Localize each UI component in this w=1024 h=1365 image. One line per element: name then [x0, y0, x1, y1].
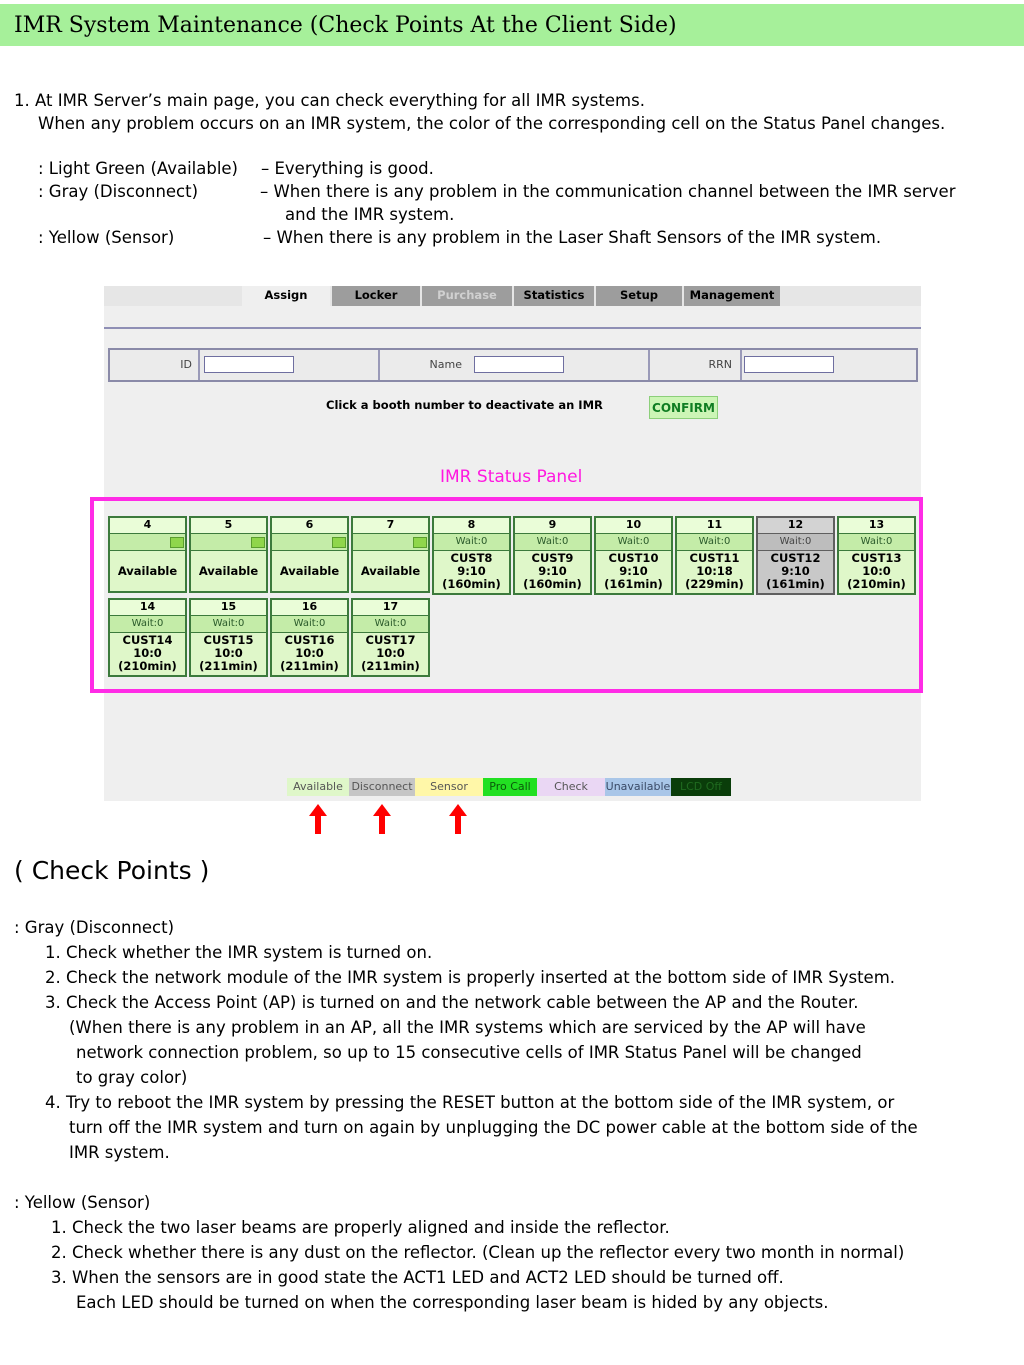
imr-cell-15[interactable] [189, 598, 268, 677]
gray-check-4-cont-1: turn off the IMR system and turn on again by unplugging the DC power cable at the bottom side of the [69, 1118, 918, 1137]
wait-count [353, 534, 428, 551]
wait-count: Wait:0 [839, 534, 914, 551]
cell-status: CUST8 9:10 (160min) [442, 551, 501, 591]
led-icon [251, 537, 265, 548]
cell-status: CUST9 9:10 (160min) [523, 551, 582, 591]
wait-count [191, 534, 266, 551]
booth-number[interactable]: 17 [353, 600, 428, 616]
tab-setup[interactable]: Setup [596, 286, 682, 306]
imr-cell-6[interactable] [270, 516, 349, 593]
cell-status: CUST14 10:0 (210min) [118, 633, 177, 673]
yellow-check-2: 2. Check whether there is any dust on the reflector. (Clean up the reflector every two month in normal) [51, 1243, 905, 1262]
gray-check-3-note-2: network connection problem, so up to 15 consecutive cells of IMR Status Panel will be changed [76, 1043, 862, 1062]
imr-cell-10[interactable] [594, 516, 673, 595]
tab-management[interactable]: Management [684, 286, 780, 306]
tab-locker[interactable]: Locker [332, 286, 420, 306]
name-label: Name [429, 358, 462, 371]
yellow-check-head: : Yellow (Sensor) [14, 1193, 151, 1212]
gray-check-4-cont-2: IMR system. [69, 1143, 170, 1162]
booth-number[interactable]: 12 [758, 518, 833, 534]
check-points-heading: ( Check Points ) [14, 856, 210, 885]
rrn-field[interactable] [744, 356, 834, 373]
status-panel-title: IMR Status Panel [440, 467, 583, 487]
legend-check: Check [537, 778, 605, 796]
arrow-available-icon [309, 804, 327, 834]
intro-line-1: 1. At IMR Server’s main page, you can check everything for all IMR systems. [14, 91, 645, 110]
tab-statistics[interactable]: Statistics [514, 286, 594, 306]
booth-number[interactable]: 5 [191, 518, 266, 534]
cell-status: CUST11 10:18 (229min) [685, 551, 744, 591]
legend-unavailable: Unavailable [605, 778, 671, 796]
rrn-label: RRN [708, 358, 732, 371]
booth-number[interactable]: 7 [353, 518, 428, 534]
divider [104, 327, 921, 329]
booth-number[interactable]: 13 [839, 518, 914, 534]
booth-number[interactable]: 10 [596, 518, 671, 534]
green-desc: – Everything is good. [261, 159, 434, 178]
confirm-button[interactable]: CONFIRM [649, 396, 718, 419]
booth-number[interactable]: 16 [272, 600, 347, 616]
arrow-disconnect-icon [373, 804, 391, 834]
wait-count: Wait:0 [677, 534, 752, 551]
search-fields-box [108, 348, 918, 382]
cell-status: CUST13 10:0 (210min) [847, 551, 906, 591]
booth-number[interactable]: 11 [677, 518, 752, 534]
gray-check-3-note-1: (When there is any problem in an AP, all the IMR systems which are serviced by the AP will have [69, 1018, 866, 1037]
imr-cell-8[interactable] [432, 516, 511, 595]
imr-cell-7[interactable] [351, 516, 430, 593]
legend-available: Available [287, 778, 349, 796]
imr-cell-16[interactable] [270, 598, 349, 677]
booth-number[interactable]: 8 [434, 518, 509, 534]
tab-purchase[interactable]: Purchase [422, 286, 512, 306]
page-title: IMR System Maintenance (Check Points At the Client Side) [0, 4, 1024, 46]
led-icon [413, 537, 427, 548]
led-icon [170, 537, 184, 548]
imr-cell-4[interactable] [108, 516, 187, 593]
yellow-check-3-cont: Each LED should be turned on when the corresponding laser beam is hided by any objects. [76, 1293, 829, 1312]
booth-number[interactable]: 6 [272, 518, 347, 534]
gray-check-3-note-3: to gray color) [76, 1068, 188, 1087]
imr-cell-12[interactable] [756, 516, 835, 595]
gray-desc: – When there is any problem in the communication channel between the IMR server [260, 182, 956, 201]
yellow-label: : Yellow (Sensor) [38, 228, 175, 247]
wait-count [110, 534, 185, 551]
imr-server-screenshot [104, 286, 921, 801]
cell-status: Available [360, 564, 421, 578]
gray-check-3: 3. Check the Access Point (AP) is turned on and the network cable between the AP and the Router. [45, 993, 859, 1012]
imr-cell-9[interactable] [513, 516, 592, 595]
gray-check-4: 4. Try to reboot the IMR system by pressing the RESET button at the bottom side of the IMR system, or [45, 1093, 895, 1112]
wait-count: Wait:0 [596, 534, 671, 551]
gray-check-head: : Gray (Disconnect) [14, 918, 175, 937]
booth-number[interactable]: 4 [110, 518, 185, 534]
gray-desc-2: and the IMR system. [285, 205, 455, 224]
tab-bar [104, 286, 921, 306]
green-label: : Light Green (Available) [38, 159, 238, 178]
imr-cell-5[interactable] [189, 516, 268, 593]
legend-disconnect: Disconnect [349, 778, 415, 796]
wait-count: Wait:0 [353, 616, 428, 633]
imr-cell-13[interactable] [837, 516, 916, 595]
cell-status: CUST15 10:0 (211min) [199, 633, 258, 673]
booth-number[interactable]: 15 [191, 600, 266, 616]
legend-pro-call: Pro Call [483, 778, 537, 796]
cell-status: CUST16 10:0 (211min) [280, 633, 339, 673]
yellow-check-1: 1. Check the two laser beams are properly aligned and inside the reflector. [51, 1218, 670, 1237]
wait-count: Wait:0 [191, 616, 266, 633]
wait-count: Wait:0 [515, 534, 590, 551]
id-label: ID [180, 358, 192, 371]
cell-status: CUST17 10:0 (211min) [361, 633, 420, 673]
cell-status: CUST12 9:10 (161min) [766, 551, 825, 591]
tab-assign[interactable]: Assign [242, 286, 330, 306]
intro-line-2: When any problem occurs on an IMR system, the color of the corresponding cell on the Status Panel changes. [38, 114, 946, 133]
gray-check-1: 1. Check whether the IMR system is turned on. [45, 943, 433, 962]
cell-status: Available [117, 564, 178, 578]
arrow-sensor-icon [449, 804, 467, 834]
yellow-check-3: 3. When the sensors are in good state the ACT1 LED and ACT2 LED should be turned off. [51, 1268, 784, 1287]
imr-cell-17[interactable] [351, 598, 430, 677]
cell-status: CUST10 9:10 (161min) [604, 551, 663, 591]
imr-cell-11[interactable] [675, 516, 754, 595]
booth-number[interactable]: 9 [515, 518, 590, 534]
deactivate-instruction: Click a booth number to deactivate an IMR [326, 398, 603, 412]
booth-number[interactable]: 14 [110, 600, 185, 616]
wait-count [272, 534, 347, 551]
wait-count: Wait:0 [110, 616, 185, 633]
led-icon [332, 537, 346, 548]
wait-count: Wait:0 [434, 534, 509, 551]
gray-check-2: 2. Check the network module of the IMR system is properly inserted at the bottom side of IMR System. [45, 968, 896, 987]
legend-lcd-off: LCD Off [671, 778, 731, 796]
gray-label: : Gray (Disconnect) [38, 182, 199, 201]
cell-status: Available [198, 564, 259, 578]
wait-count: Wait:0 [272, 616, 347, 633]
cell-status: Available [279, 564, 340, 578]
wait-count: Wait:0 [758, 534, 833, 551]
legend-sensor: Sensor [415, 778, 483, 796]
yellow-desc: – When there is any problem in the Laser Shaft Sensors of the IMR system. [263, 228, 882, 247]
imr-cell-14[interactable] [108, 598, 187, 677]
